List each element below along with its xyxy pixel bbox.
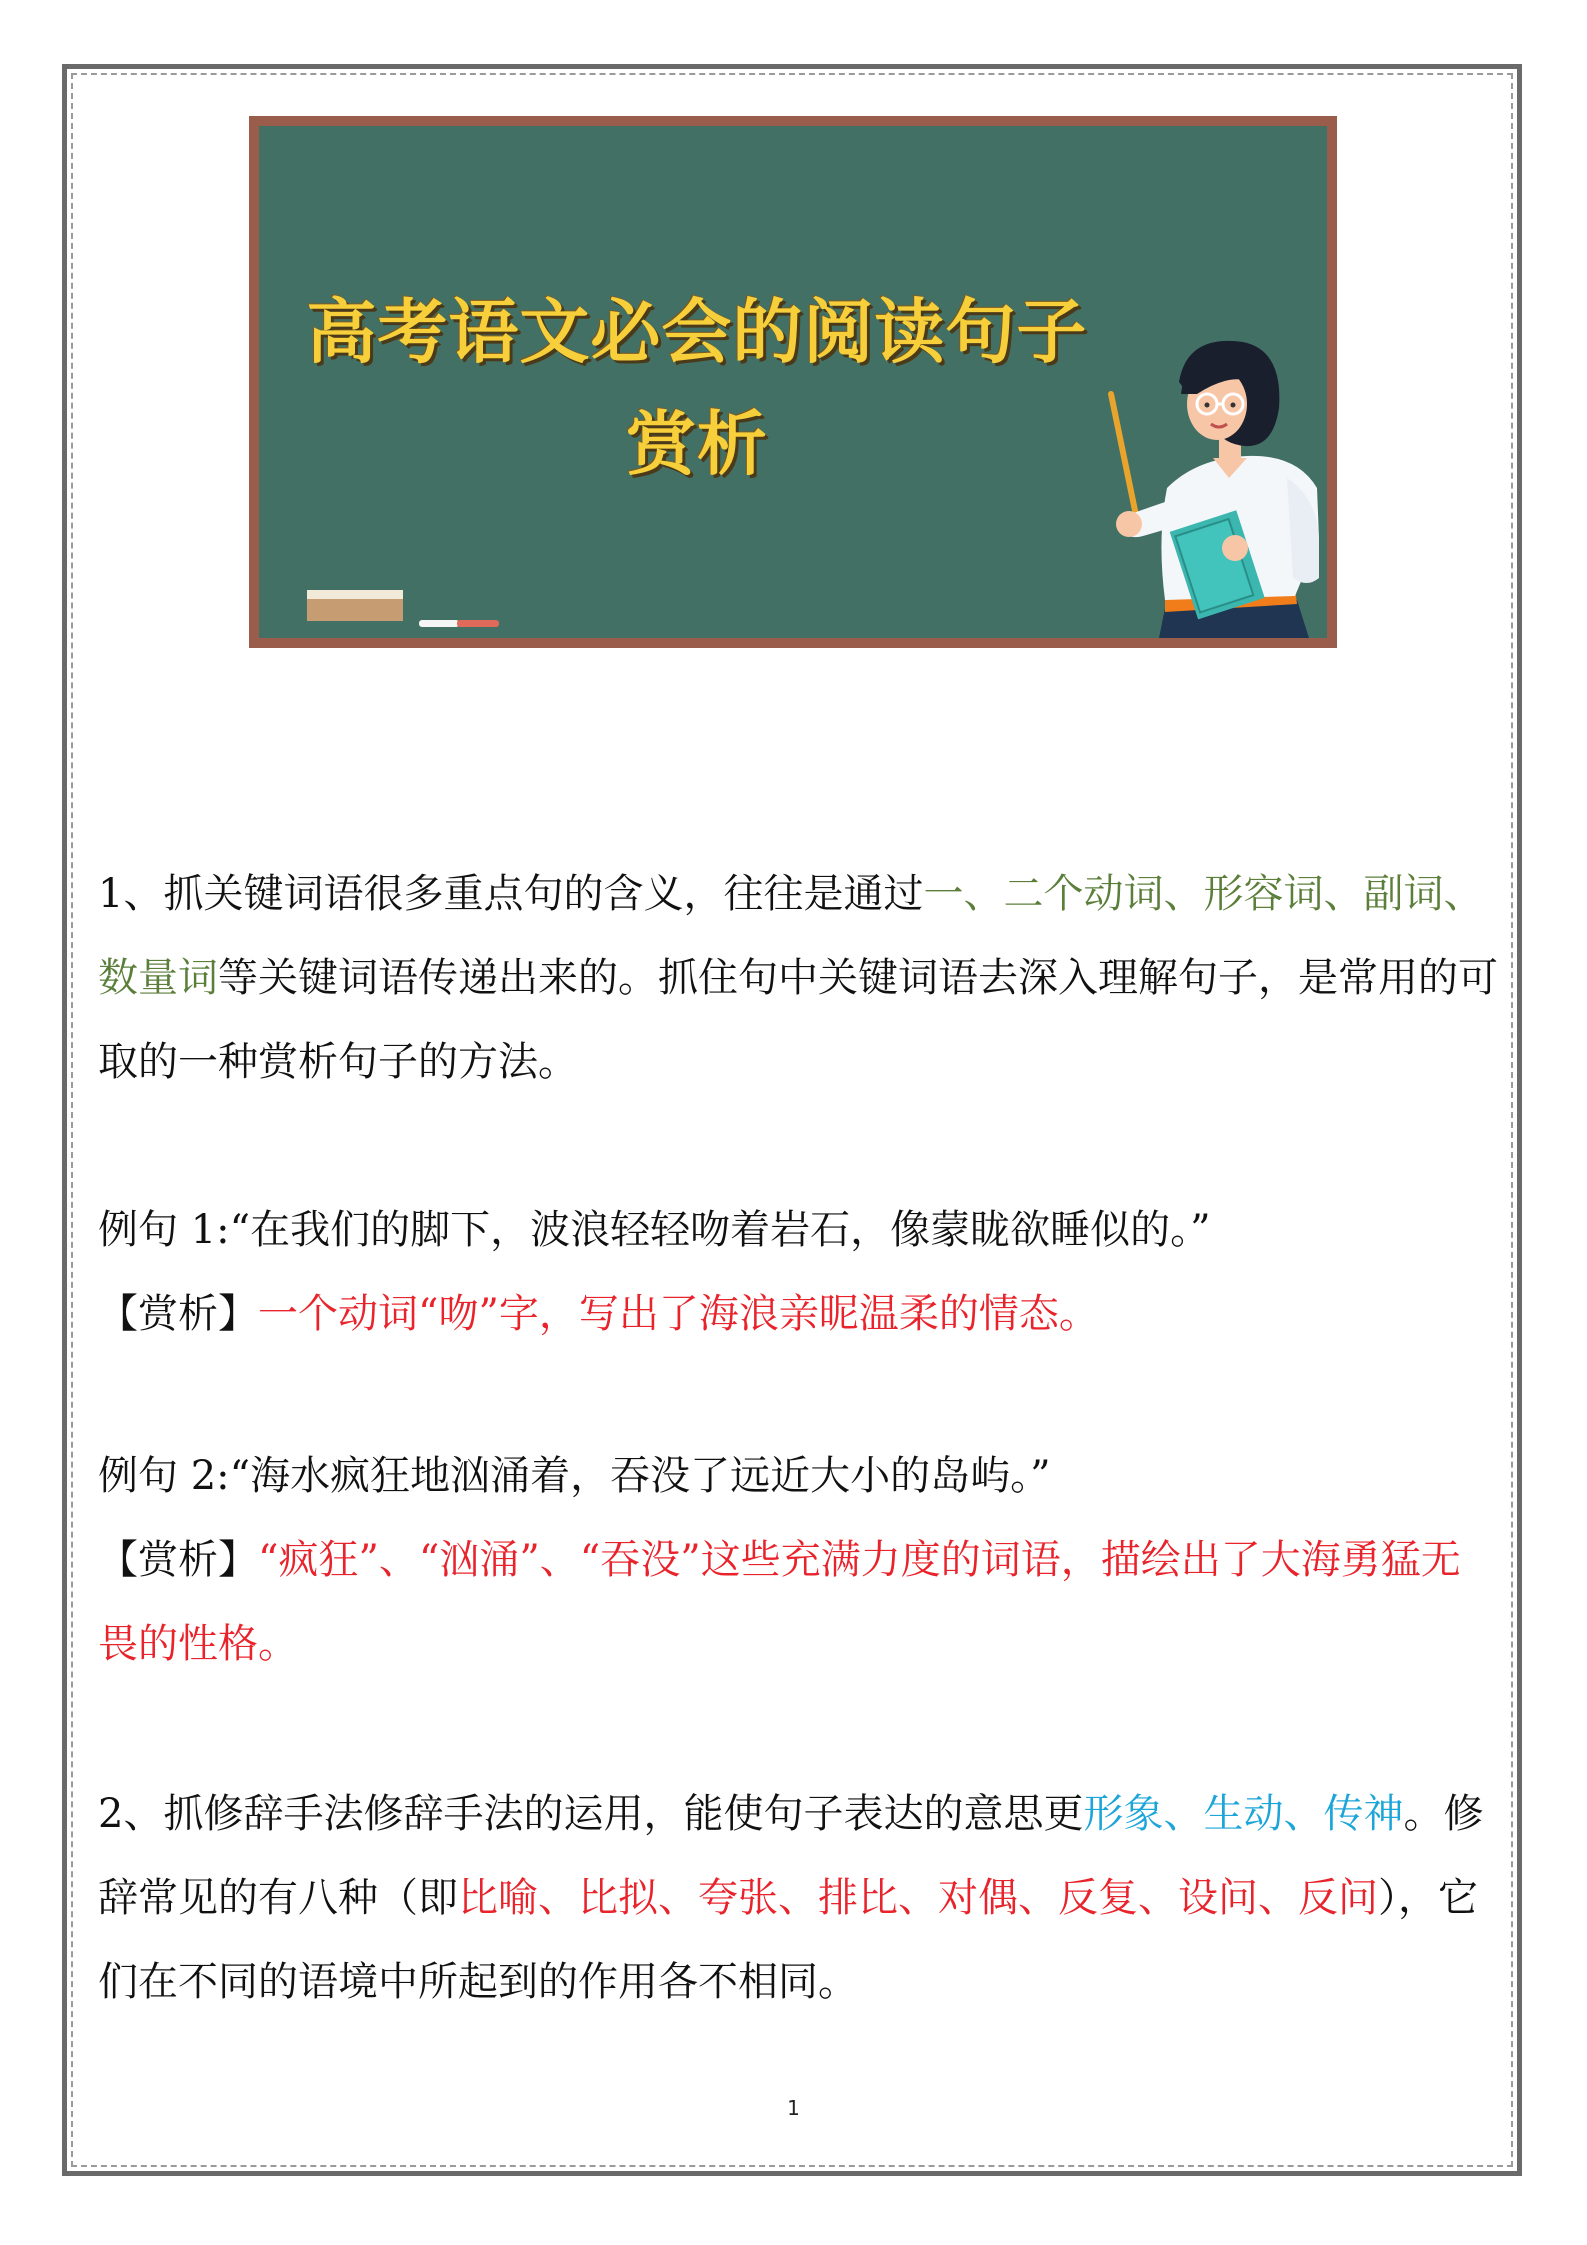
example1-analysis-text: 一个动词“吻”字，写出了海浪亲昵温柔的情态。 [258,1291,1099,1337]
rhetoric-type: 对偶 [938,1875,1018,1921]
banner-title-line2: 赏析 [625,403,768,485]
effect-separator: 、 [1163,1791,1204,1837]
chalk-red-icon [457,620,499,627]
section1-intro-before: 1、抓关键词语很多重点句的含义，往往是通过 [98,871,924,917]
section2-types-after: ），它们在不同的语境中所起到的作用各不相同。 [98,1875,1478,2005]
section2-paragraph [98,1772,1498,2024]
effect-xingxiang: 形象 [1083,1791,1164,1837]
rhetoric-type: 比拟 [578,1875,658,1921]
rhetoric-separator: 、 [1018,1875,1058,1921]
effect-shengdong: 生动 [1203,1791,1284,1837]
rhetoric-separator: 、 [1258,1875,1298,1921]
effect-separator: 、 [1283,1791,1324,1837]
chalkboard-banner [249,116,1337,648]
banner-title-line1: 高考语文必会的阅读句子 [306,291,1088,373]
effect-chuanshen: 传神 [1323,1791,1404,1837]
rhetoric-type: 反复 [1058,1875,1138,1921]
example1-sentence: 例句 1:“在我们的脚下，波浪轻轻吻着岩石，像蒙眬欲睡似的。” [98,1207,1211,1253]
rhetoric-separator: 、 [538,1875,578,1921]
section2-types-before: 修辞常见的有八种（即 [98,1791,1484,1921]
chalk-white-icon [419,620,459,627]
rhetoric-type: 比喻 [458,1875,538,1921]
rhetoric-type: 反问 [1298,1875,1378,1921]
chalkboard-surface [259,126,1327,638]
rhetoric-separator: 、 [898,1875,938,1921]
section1-intro-after: 等关键词语传递出来的。抓住句中关键词语去深入理解句子，是常用的可取的一种赏析句子的方法。 [98,955,1498,1085]
section2-intro-before: 2、抓修辞手法修辞手法的运用，能使句子表达的意思更 [98,1791,1084,1837]
example1-analysis [98,1272,1498,1356]
rhetoric-separator: 、 [658,1875,698,1921]
analysis-label: 【赏析】 [98,1291,258,1337]
eraser-icon [307,590,403,621]
example2-analysis [98,1518,1498,1686]
example2-sentence: 例句 2:“海水疯狂地汹涌着，吞没了远近大小的岛屿。” [98,1453,1051,1499]
rhetoric-type: 设问 [1178,1875,1258,1921]
keyword-types-highlight: 一、二个动词、形容词、副词、数量词 [98,871,1484,1001]
example2-analysis-text: “疯狂”、“汹涌”、“吞没”这些充满力度的词语，描绘出了大海勇猛无畏的性格。 [98,1537,1461,1667]
sentence-end: 。 [1403,1791,1444,1837]
rhetoric-type: 排比 [818,1875,898,1921]
teacher-illustration-icon [1047,338,1327,638]
analysis-label: 【赏析】 [98,1537,258,1583]
rhetoric-type: 夸张 [698,1875,778,1921]
section1-paragraph [98,852,1498,1104]
page-number: 1 [787,2096,800,2120]
rhetoric-separator: 、 [778,1875,818,1921]
rhetoric-separator: 、 [1138,1875,1178,1921]
